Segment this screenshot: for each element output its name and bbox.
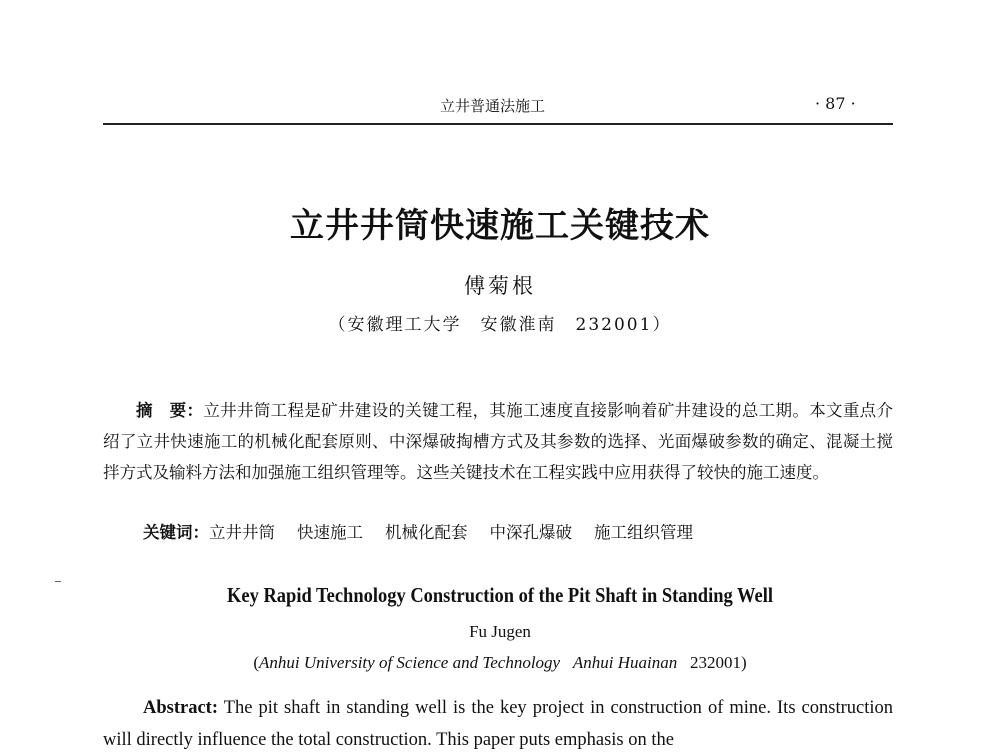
keyword: 机械化配套 [385, 523, 468, 542]
abstract-cn-text: 立井井筒工程是矿井建设的关键工程，其施工速度直接影响着矿井建设的总工期。本文重点介绍了立井快速施工的机械化配套原则、中深爆破掏槽方式及其参数的选择、光面爆破参数的确定、混凝土搅拌方式及输料方法和加强施工组织管理等。这些关键技术在工程实践中应用获得了较快的施工速度。 [103, 401, 894, 482]
abstract-en-text: The pit shaft in standing well is the key project in construction of mine. Its construction will directly influence the total construction. This paper puts emphasis on the [103, 698, 893, 750]
header-rule [103, 123, 893, 125]
author-cn: 傅菊根 [464, 274, 536, 298]
keywords-label: 关键词： [143, 523, 209, 542]
author-en: Fu Jugen [469, 622, 531, 641]
keyword: 施工组织管理 [594, 523, 693, 542]
abstract-cn-label: 摘 要： [136, 401, 204, 420]
margin-mark [55, 581, 61, 582]
abstract-cn [103, 395, 893, 488]
affiliation-cn: （安徽理工大学 安徽淮南 232001） [328, 315, 672, 335]
affiliation-en: (Anhui University of Science and Technology Anhui Huainan 232001) [253, 653, 747, 672]
keyword: 快速施工 [297, 523, 363, 542]
keywords-cn [143, 519, 715, 543]
paper-title-en: Key Rapid Technology Construction of the Pit Shaft in Standing Well [227, 583, 773, 607]
page-number: · 87 · [815, 94, 856, 113]
affiliation-en-location: Anhui Huainan [572, 653, 678, 672]
keyword: 中深孔爆破 [489, 523, 572, 542]
abstract-en-label: Abstract: [143, 698, 219, 718]
running-title: 立井普通法施工 [440, 97, 546, 115]
affiliation-en-university: Anhui University of Science and Technology [259, 653, 561, 672]
abstract-en [103, 692, 893, 756]
keyword: 立井井筒 [209, 523, 275, 542]
paper-title-cn: 立井井筒快速施工关键技术 [290, 206, 710, 246]
affiliation-en-postcode: 232001 [689, 653, 741, 672]
